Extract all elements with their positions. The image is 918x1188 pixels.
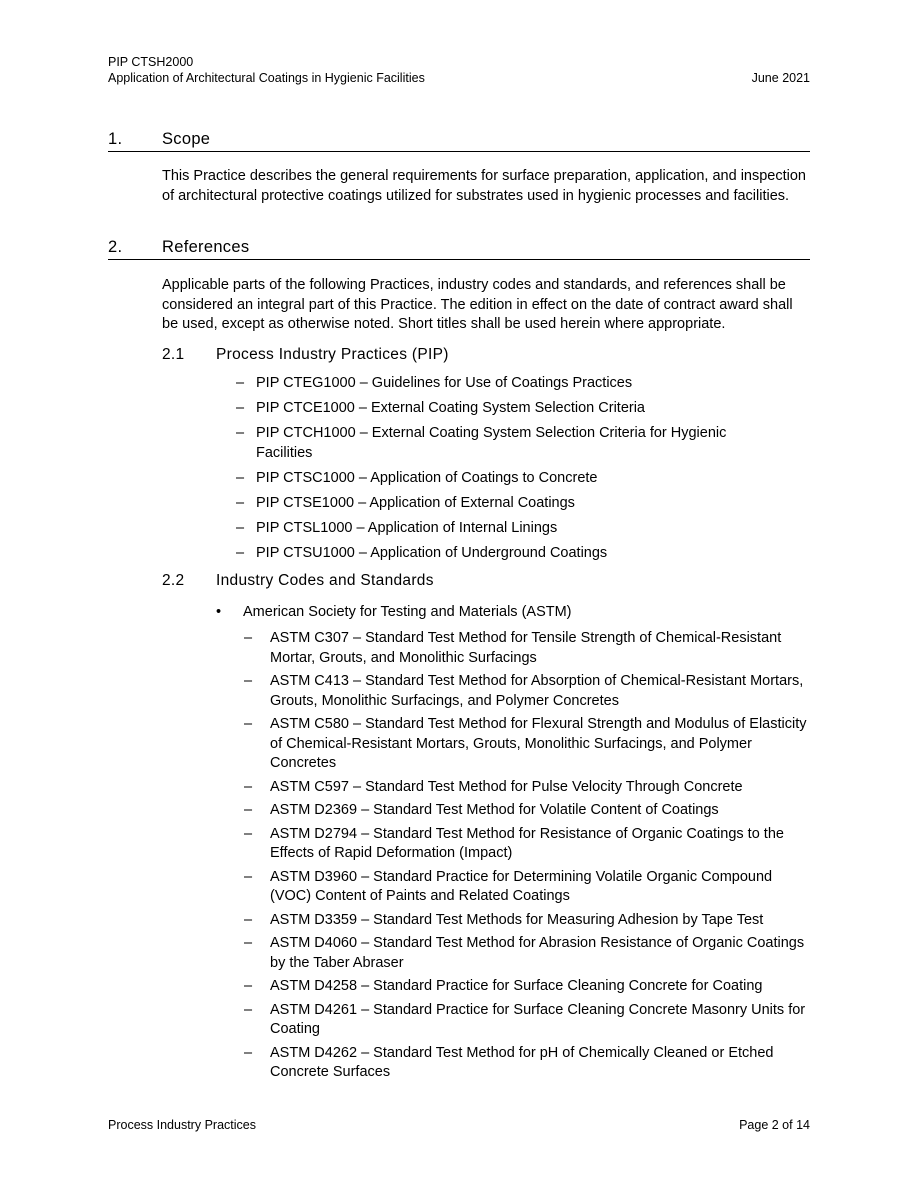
list-item-text: ASTM D2794 – Standard Test Method for Resistance of Organic Coatings to the Effects of Rapid Deformation (Impact) — [270, 825, 784, 861]
list-item-text: ASTM D4261 – Standard Practice for Surface Cleaning Concrete Masonry Units for Coating — [270, 1001, 806, 1037]
list-item — [244, 1044, 814, 1083]
bullet-text: American Society for Testing and Materials (ASTM) — [243, 604, 572, 620]
astm-reference-list — [244, 629, 814, 1083]
list-dash-marker: – — [236, 519, 245, 536]
list-dash-marker: – — [236, 544, 245, 561]
list-item-text: PIP CTSC1000 – Application of Coatings to Concrete — [256, 469, 598, 486]
list-item — [244, 778, 814, 798]
list-item — [236, 494, 776, 514]
list-dash-marker: – — [244, 778, 253, 795]
list-item — [244, 911, 814, 931]
list-item — [244, 1001, 814, 1040]
footer-organization: Process Industry Practices — [108, 1118, 256, 1132]
list-dash-marker: – — [244, 911, 253, 928]
list-dash-marker: – — [236, 469, 245, 486]
section-number: 1. — [108, 130, 123, 148]
list-item-text: ASTM C413 – Standard Test Method for Absorption of Chemical-Resistant Mortars, Grouts, Monolithic Surfacings, and Polymer Concretes — [270, 673, 804, 709]
list-item-text: ASTM D2369 – Standard Test Method for Volatile Content of Coatings — [270, 802, 719, 818]
section-heading-references — [108, 239, 810, 260]
list-item — [244, 977, 814, 997]
bullet-marker: • — [216, 604, 222, 620]
page-header — [108, 54, 810, 86]
list-item — [244, 715, 814, 774]
list-dash-marker: – — [244, 630, 253, 646]
list-dash-marker: – — [244, 978, 253, 994]
list-dash-marker: – — [244, 935, 253, 951]
list-dash-marker: – — [236, 400, 245, 416]
document-date: June 2021 — [751, 71, 810, 85]
list-dash-marker: – — [236, 425, 245, 441]
list-item-text: PIP CTEG1000 – Guidelines for Use of Coatings Practices — [256, 375, 633, 391]
list-item — [236, 424, 776, 463]
list-dash-marker: – — [244, 825, 253, 842]
list-item-text: ASTM C580 – Standard Test Method for Flexural Strength and Modulus of Elasticity of Chemical-Resistant Mortars, Grouts, Monolithic Surfacings, and Polymer Concretes — [270, 716, 807, 771]
list-item-text: ASTM C307 – Standard Test Method for Tensile Strength of Chemical-Resistant Mortar, Grouts, and Monolithic Surfacings — [270, 630, 782, 666]
list-item-text: ASTM C597 – Standard Test Method for Pulse Velocity Through Concrete — [270, 778, 743, 795]
list-item — [236, 399, 776, 419]
document-id: PIP CTSH2000 — [108, 55, 194, 69]
page-footer — [108, 1118, 810, 1132]
list-dash-marker: – — [236, 494, 245, 511]
list-item — [244, 801, 814, 821]
list-dash-marker: – — [244, 716, 253, 732]
list-item-text: PIP CTSL1000 – Application of Internal Linings — [256, 519, 558, 536]
list-item — [244, 868, 814, 907]
list-item — [236, 544, 776, 564]
list-item — [244, 934, 814, 973]
list-item-text: ASTM D3359 – Standard Test Methods for Measuring Adhesion by Tape Test — [270, 911, 764, 928]
list-dash-marker: – — [244, 868, 253, 885]
list-item — [244, 629, 814, 668]
list-item-text: ASTM D4060 – Standard Test Method for Abrasion Resistance of Organic Coatings by the Taber Abraser — [270, 935, 805, 971]
list-dash-marker: – — [244, 673, 253, 689]
list-dash-marker: – — [244, 1001, 253, 1018]
page-number: Page 2 of 14 — [739, 1118, 810, 1132]
list-item — [244, 672, 814, 711]
list-item-text: ASTM D4258 – Standard Practice for Surface Cleaning Concrete for Coating — [270, 978, 763, 994]
list-item — [236, 374, 776, 394]
list-item-text: PIP CTCE1000 – External Coating System Selection Criteria — [256, 400, 645, 416]
list-item-text: ASTM D4262 – Standard Test Method for pH of Chemically Cleaned or Etched Concrete Surfaces — [270, 1044, 774, 1080]
list-item-text: PIP CTSE1000 – Application of External Coatings — [256, 494, 575, 511]
list-item — [236, 519, 776, 539]
section-heading-scope — [108, 131, 810, 152]
list-item — [244, 825, 814, 864]
list-dash-marker: – — [236, 375, 245, 391]
subsection-title: Process Industry Practices (PIP) — [216, 346, 449, 363]
list-item-text: PIP CTSU1000 – Application of Underground Coatings — [256, 544, 608, 561]
section-title: References — [162, 238, 250, 256]
subsection-number: 2.1 — [162, 346, 185, 363]
list-item-text: PIP CTCH1000 – External Coating System Selection Criteria for Hygienic Facilities — [256, 425, 727, 461]
subsection-title: Industry Codes and Standards — [216, 572, 434, 589]
section-number: 2. — [108, 238, 123, 256]
subsection-number: 2.2 — [162, 572, 185, 589]
scope-paragraph: This Practice describes the general requirements for surface preparation, application, and inspection of architectural protective coatings utilized for substrates used in hygienic processes and facilities. — [162, 168, 806, 204]
references-paragraph: Applicable parts of the following Practices, industry codes and standards, and references shall be considered an integral part of this Practice. The edition in effect on the date of contract award shall be used, except as otherwise noted. Short titles shall be used herein where appropriate. — [162, 277, 793, 332]
pip-reference-list — [236, 374, 776, 563]
list-dash-marker: – — [244, 1044, 253, 1061]
section-title: Scope — [162, 130, 211, 148]
document-title: Application of Architectural Coatings in Hygienic Facilities — [108, 71, 425, 85]
list-dash-marker: – — [244, 802, 253, 818]
list-item — [236, 469, 776, 489]
list-item-text: ASTM D3960 – Standard Practice for Determining Volatile Organic Compound (VOC) Content of Paints and Related Coatings — [270, 868, 773, 904]
